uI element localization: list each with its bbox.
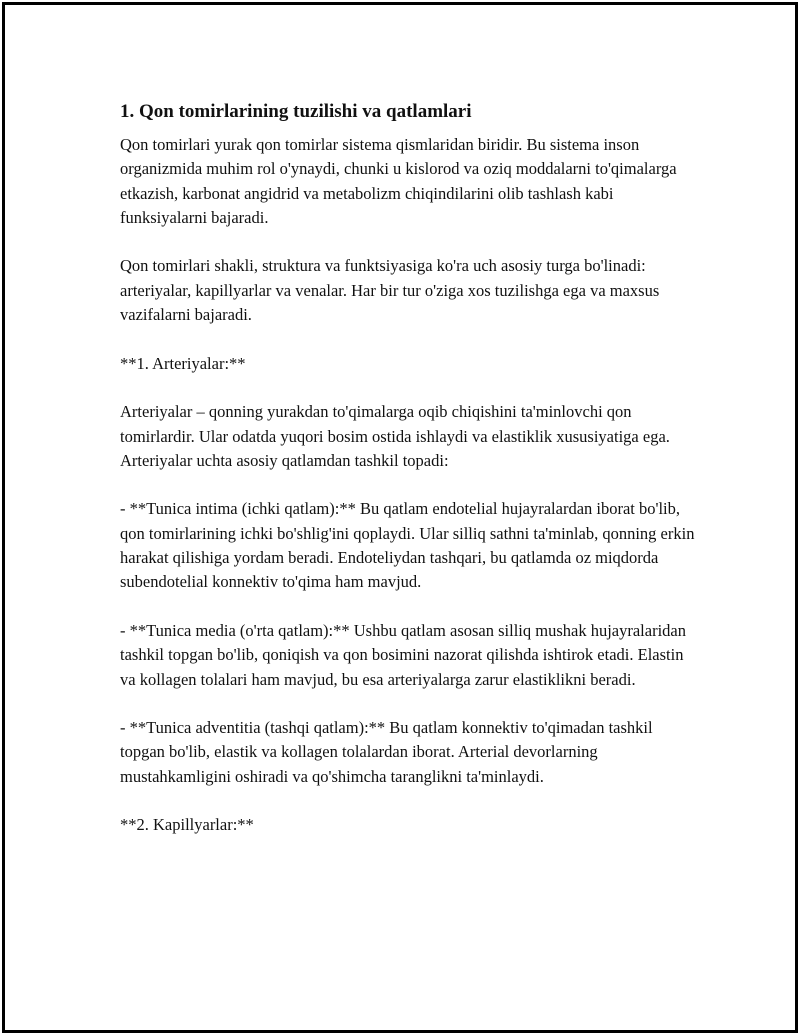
list-item-tunica-adventitia: - **Tunica adventitia (tashqi qatlam):** Bu qatlam konnektiv to'qimadan tashkil topgan bo'lib, elastik va kollagen tolalardan iborat. Arterial devorlarning mustahkamligini oshiradi va qo'shimcha taranglikni ta'minlaydi. [120,718,653,786]
subheading-capillaries: **2. Kapillyarlar:** [120,815,254,835]
document-page [2,2,798,1033]
subheading-arteries: **1. Arteriyalar:** [120,353,246,373]
list-item-tunica-intima: - **Tunica intima (ichki qatlam):** Bu qatlam endotelial hujayralardan iborat bo'lib, qon tomirlarining ichki bo'shlig'ini qoplaydi. Ular silliq sathni ta'minlab, qonning erkin harakat qilishiga yordam beradi. Endoteliydan tashqari, bu qatlamda oz miqdorda subendotelial konnektiv to'qima ham mavjud. [120,499,695,592]
list-item-tunica-media: - **Tunica media (o'rta qatlam):** Ushbu qatlam asosan silliq mushak hujayralaridan tashkil topgan bo'lib, qoniqish va qon bosimini nazorat qilishda ishtirok etadi. Elastin va kollagen tolalari ham mavjud, bu esa arteriyalarga zarur elastiklikni beradi. [120,620,686,689]
paragraph-arteries: Arteriyalar – qonning yurakdan to'qimalarga oqib chiqishini ta'minlovchi qon tomirlardir. Ular odatda yuqori bosim ostida ishlaydi va elastiklik xususiyatiga ega. Arteriyalar uchta asosiy qatlamdan tashkil topadi: [120,402,670,470]
section-heading: 1. Qon tomirlarining tuzilishi va qatlamlari [120,101,472,122]
paragraph-types: Qon tomirlari shakli, struktura va funktsiyasiga ko'ra uch asosiy turga bo'linadi: arteriyalar, kapillyarlar va venalar. Har bir tur o'ziga xos tuzilishga ega va maxsus vazifalarni bajaradi. [120,256,660,325]
paragraph-intro: Qon tomirlari yurak qon tomirlar sistema qismlaridan biridir. Bu sistema inson organizmida muhim rol o'ynaydi, chunki u kislorod va oziq moddalarni to'qimalarga etkazish, karbonat angidrid va metabolizm chiqindilarini olib tashlash kabi funksiyalarni bajaradi. [120,135,677,227]
document-body [120,95,700,862]
